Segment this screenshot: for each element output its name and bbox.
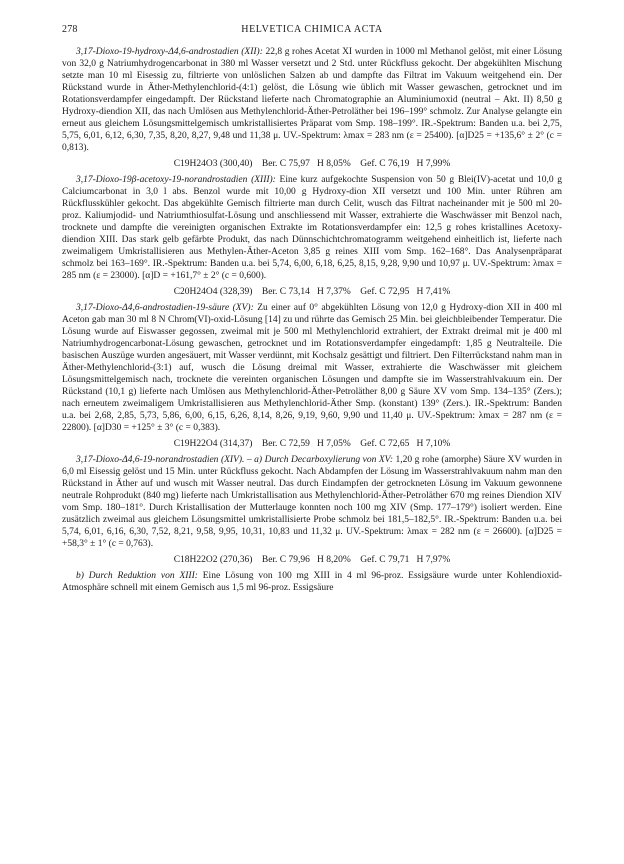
paragraph-text: 22,8 g rohes Acetat XI wurden in 1000 ml Methanol gelöst, mit einer Lösung von 32,0 g Natriumhydrogencarbonat in 380 ml Wasser versetzt und 2 Std. unter Rückfluss gekocht. Der abgekühlten Mischung setzte man 10 ml Eisessig zu, filtrierte von unlöslichen Salzen ab und dampfte das Filtrat im Vakuum weitgehend ein. Der Rückstand wurde in Äther-Methylenchlorid-(4:1) gelöst, die Lösung wie üblich mit Wasser gewaschen, getrocknet und im Rotationsverdampfer eingedampft. Der Rückstand lieferte nach Chromatographie an Aluminiumoxid (neutral – Akt. II) 8,50 g Hydroxy-diendion XII, das nach Umlösen aus Methylenchlorid-Äther-Petroläther bei 196–199° schmolz. Zur Analyse gelangte ein erneut aus gleichem Lösungsmittelgemisch umkristallisiertes Präparat vom Smp. 198–199°. IR.-Spektrum: Banden u.a. bei 2,75, 5,75, 6,01, 6,12, 6,30, 7,35, 8,20, 8,27, 9,48 und 11,38 μ. UV.-Spektrum: λmax = 283 nm (ε = 25400). [α]D25 = +135,6° ± 2° (c = 0,813).: [62, 47, 563, 153]
elemental-analysis: C18H22O2 (270,36) Ber. C 79,96 H 8,20% Gef. C 79,71 H 7,97%: [173, 555, 451, 565]
compound-title: 3,17-Dioxo-Δ4,6-19-norandrostadien (XIV). – a) Durch Decarboxylierung von XV:: [76, 455, 394, 465]
paragraph-xiv-b: [62, 570, 562, 594]
paragraph-xv: [62, 302, 562, 434]
page-header: [62, 24, 562, 38]
journal-title: HELVETICA CHIMICA ACTA: [241, 24, 383, 35]
paragraph-text: 1,20 g rohe (amorphe) Säure XV wurden in 6,0 ml Eisessig gelöst und 15 Min. unter Rückfluss gekocht. Nach Abdampfen der Lösung im Wasserstrahlvakuum nahm man den Rückstand in Äther auf und wusch mit Wasser neutral. Das durch Eindampfen der getrockneten Lösung im Vakuum gewonnene neutrale Rohprodukt (840 mg) lieferte nach Umkristallisation aus Methylenchlorid-Äther-Petroläther 670 mg reines Diendion XIV vom Smp. 180–181°. Durch Kristallisation der Mutterlauge konnten noch 100 mg XIV (Smp. 177–179°) isoliert werden. Eine zusätzlich zweimal aus gleichem Lösungsmittel umkristallisierte Probe schmolz bei 181,5–182,5°. IR.-Spektrum: Banden u.a. bei 5,74, 6,01, 6,16, 6,30, 7,52, 8,21, 9,58, 9,95, 10,31, 10,83 und 11,32 μ. UV.-Spektrum: λmax = 282 nm (ε = 26600). [α]D25 = +58,3° ± 1° (c = 0,763).: [62, 455, 562, 549]
elemental-analysis: C19H24O3 (300,40) Ber. C 75,97 H 8,05% Gef. C 76,19 H 7,99%: [173, 159, 451, 169]
paragraph-xiv: [62, 454, 562, 550]
article-body: [62, 46, 562, 594]
compound-title: b) Durch Reduktion von XIII:: [76, 571, 198, 581]
compound-title: 3,17-Dioxo-Δ4,6-androstadien-19-säure (XV):: [76, 303, 254, 313]
page-number: 278: [62, 24, 78, 35]
elemental-analysis: C19H22O4 (314,37) Ber. C 72,59 H 7,05% Gef. C 72,65 H 7,10%: [173, 439, 451, 449]
paragraph-xiii: [62, 174, 562, 282]
elemental-analysis: C20H24O4 (328,39) Ber. C 73,14 H 7,37% Gef. C 72,95 H 7,41%: [173, 287, 451, 297]
paragraph-text: Eine Lösung von 100 mg XIII in 4 ml 96-proz. Essigsäure wurde unter Kohlendioxid-Atmosphäre schnell mit einem Gemisch aus 1,5 ml 96-proz. Essigsäure: [62, 571, 562, 593]
compound-title: 3,17-Dioxo-19β-acetoxy-19-norandrostadien (XIII):: [76, 175, 276, 185]
paragraph-xii: [62, 46, 562, 154]
paragraph-text: Zu einer auf 0° abgekühlten Lösung von 12,0 g Hydroxy-dion XII in 400 ml Aceton gab man 30 ml 8 N Chrom(VI)-oxid-Lösung [14] zu und rührte das Gemisch 25 Min. bei gleichbleibender Temperatur. Die Lösung wurde auf Eiswasser gegossen, zweimal mit je 500 ml Methylenchlorid extrahiert, der Extrakt dreimal mit je 400 ml Natriumhydrogencarbonat-Lösung gewaschen, getrocknet und im Rotationsverdampfer eingedampft: 1,85 g Neutralteile. Die basischen Auszüge wurden angesäuert, mit Wasser verdünnt, mit Kochsalz gesättigt und filtriert. Den Filterrückstand nahm man in Äther-Methylenchlorid-(3:1) auf, wusch die Lösung dreimal mit Wasser, extrahierte die Waschwässer mit gleichem Lösungsmittelgemisch nach, trocknete die vereinten organischen Lösungen und dampfte sie im Wasserstrahlvakuum ein. Der Rückstand (10,1 g) lieferte nach Umlösen aus Methylenchlorid-Äther-Petroläther 8,00 g Säure XV vom Smp. 134–135° (Zers.); nach erneutem zweimaligem Umkristallisieren aus Methylenchlorid-Äther Smp. (konstant) 139° (Zers.). IR.-Spektrum: Banden u.a. bei 2,68, 2,85, 5,73, 5,86, 6,00, 6,15, 6,26, 8,14, 8,26, 9,19, 9,60, 9,90 und 11,40 μ. UV.-Spektrum: λmax = 287 nm (ε = 22800). [α]D30 = +125° ± 3° (c = 0,383).: [62, 303, 562, 433]
paragraph-text: Eine kurz aufgekochte Suspension von 50 g Blei(IV)-acetat und 10,0 g Calciumcarbonat in 3,0 l abs. Benzol wurde mit 10,00 g Hydroxy-dion XII versetzt und 100 Min. unter Rühren am Rückflusskühler gekocht. Das abgekühlte Gemisch filtrierte man durch Celit, wusch das Filtrat nacheinander mit je 500 ml 20-proz. Kaliumjodid- und Natriumthiosulfat-Lösung und anschliessend mit Wasser, extrahierte die Waschwässer mit Benzol nach, trocknete und dampfte die vereinigten organischen Extrakte im Rotationsverdampfer ein: 12,5 g rohes kristallines Acetoxy-diendion XIII. Das stark gelb gefärbte Produkt, das nach Dünnschichtchromatogramm weitgehend einheitlich ist, lieferte nach zweimaligem Umkristallisieren aus Methylen-Äther-Aceton 3,85 g reines XIII vom Smp. 162–168°. Das Analysenpräparat schmolz bei 163–169°. IR.-Spektrum: Banden u.a. bei 5,74, 6,00, 6,18, 6,25, 8,15, 9,28, 9,90 und 10,97 μ. UV.-Spektrum: λmax = 285 nm (ε = 23000). [α]D = +161,7° ± 2° (c = 0,600).: [62, 175, 563, 281]
compound-title: 3,17-Dioxo-19-hydroxy-Δ4,6-androstadien (XII):: [76, 47, 263, 57]
